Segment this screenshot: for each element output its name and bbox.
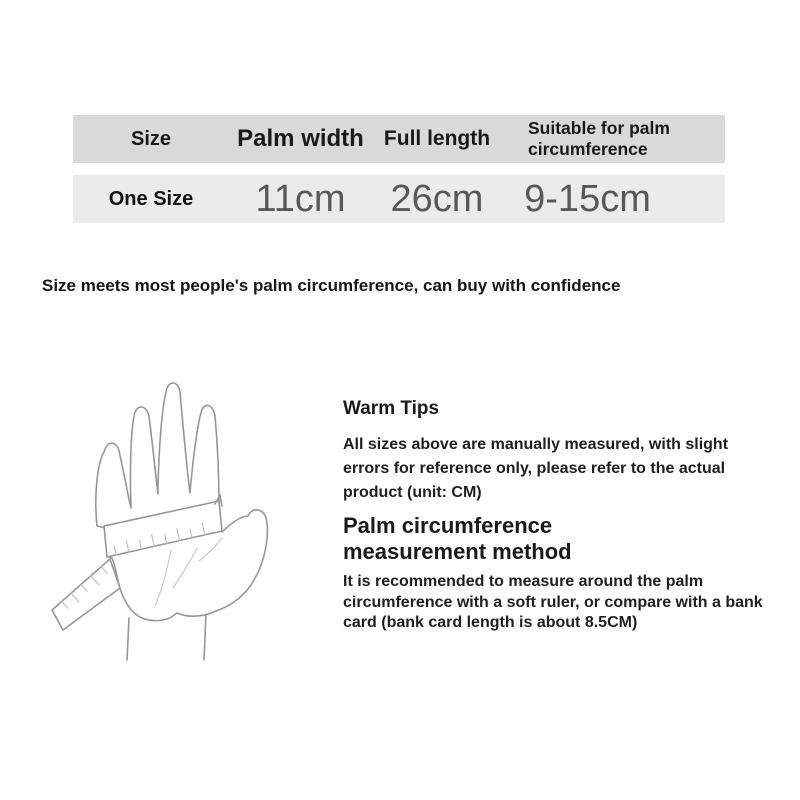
measurement-method-title: Palm circumference measurement method: [343, 513, 572, 564]
header-size: Size: [130, 127, 172, 150]
hand-outline: [96, 383, 268, 621]
value-size: One Size: [108, 187, 194, 210]
hand-measurement-illustration: [25, 366, 325, 666]
header-palm-circumference: Suitable for palm circumference: [528, 118, 670, 159]
header-full-length: Full length: [383, 127, 491, 150]
value-full-length: 26cm: [390, 177, 484, 220]
header-palm-width: Palm width: [237, 125, 364, 152]
value-palm-width: 11cm: [255, 177, 346, 220]
size-table-data-row: [73, 175, 725, 223]
size-table-header-row: [73, 115, 725, 163]
wrist-lines: [127, 613, 206, 660]
tape-tail: [52, 559, 120, 630]
warm-tips-body: All sizes above are manually measured, with slight errors for reference only, please refer to the actual product (unit: CM): [343, 436, 729, 501]
value-palm-circumference: 9-15cm: [524, 177, 651, 220]
measurement-method-body: It is recommended to measure around the palm circumference with a soft ruler, or compare with a bank card (bank card length is about 8.5CM): [343, 573, 763, 631]
confidence-note: Size meets most people's palm circumference, can buy with confidence: [42, 276, 621, 295]
warm-tips-title: Warm Tips: [343, 398, 440, 419]
